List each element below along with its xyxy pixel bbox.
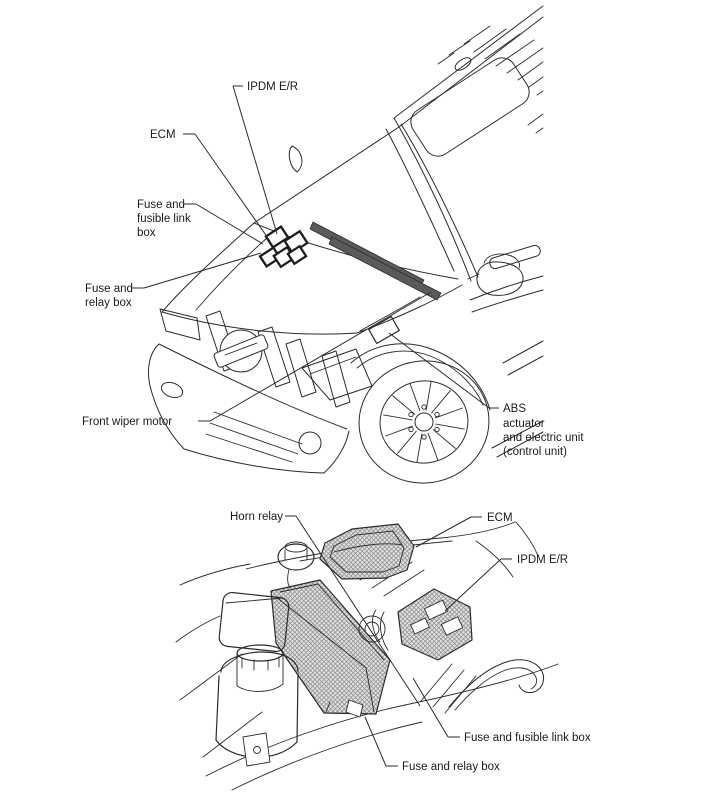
cowl-component-boxes (260, 227, 307, 267)
leader-fuse-fusible-link-box-bottom (413, 678, 460, 737)
label-fuse-relay-box-line1: Fuse and (85, 283, 133, 295)
leader-fuse-fusible-link-box (184, 204, 263, 244)
label-horn-relay: Horn relay (230, 511, 284, 523)
label-abs-line2: actuator (503, 418, 545, 430)
leader-fuse-relay-box (132, 253, 261, 288)
roof-hatching (438, 26, 543, 133)
radiator-hose (449, 660, 544, 710)
abs-unit-marker (369, 317, 400, 344)
windshield-wipers (310, 222, 441, 300)
label-fuse-fusible-link-box-bottom: Fuse and fusible link box (464, 732, 591, 744)
headlights (160, 309, 372, 400)
label-ecm: ECM (150, 129, 176, 141)
fuse-relay-box-unit (271, 580, 390, 717)
fog-lamp (299, 432, 321, 454)
roof-antenna-base (453, 55, 473, 73)
leader-ecm (183, 134, 270, 241)
brake-fluid-reservoir (216, 645, 298, 766)
fender-antenna (289, 146, 302, 172)
label-fuse-fusible-link-box-line2: fusible link (137, 213, 191, 225)
reservoir-bracket (243, 733, 270, 766)
front-wheel (351, 344, 497, 492)
wheel-spokes (384, 382, 465, 463)
label-abs-line1: ABS (503, 403, 527, 415)
master-cylinder-reservoir (278, 542, 314, 588)
label-ipdm-er-bottom: IPDM E/R (517, 554, 569, 566)
bottom-diagram-engine-compartment (176, 511, 591, 790)
top-diagram-vehicle-front-view (82, 6, 584, 491)
label-fuse-relay-box-line2: relay box (85, 297, 132, 309)
label-fuse-fusible-link-box-line3: box (137, 227, 156, 239)
ecm-cover (320, 524, 414, 579)
label-fuse-fusible-link-box-line1: Fuse and (137, 199, 185, 211)
leader-ecm-bottom (416, 517, 482, 547)
label-abs-line3: and electric unit (503, 432, 584, 444)
label-front-wiper-motor: Front wiper motor (82, 416, 173, 428)
nissan-emblem (213, 330, 269, 372)
vehicle-roof (254, 6, 543, 223)
leader-ipdm-er (233, 86, 277, 234)
label-abs-line4: (control unit) (503, 446, 567, 458)
label-ipdm-er: IPDM E/R (247, 81, 299, 93)
leader-fuse-relay-box-bottom (365, 717, 398, 766)
label-ecm-bottom: ECM (487, 512, 513, 524)
side-mirror (468, 254, 523, 295)
label-fuse-relay-box-bottom: Fuse and relay box (402, 761, 500, 773)
